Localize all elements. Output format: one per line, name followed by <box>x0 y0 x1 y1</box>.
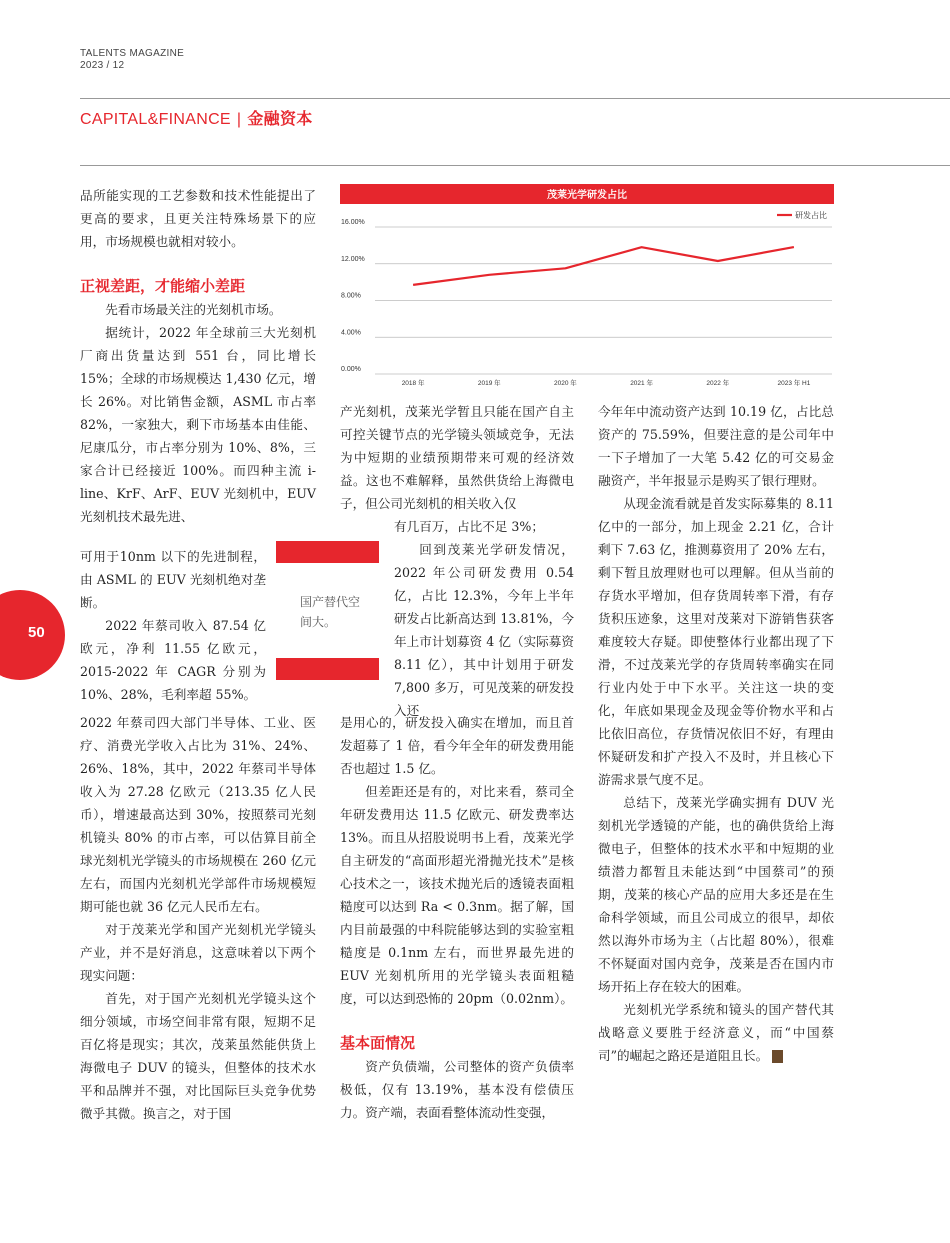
col3-paragraph-4 <box>598 998 834 1067</box>
col1-paragraph-3b: 可用于10nm 以下的先进制程，由 ASML 的 EUV 光刻机绝对垄断。 <box>80 549 266 610</box>
section-title-en: CAPITAL&FINANCE <box>80 111 231 128</box>
column-2 <box>340 400 574 515</box>
col3-paragraph-3: 总结下，茂莱光学确实拥有 DUV 光刻机光学透镜的产能，也的确供货给上海微电子，但整体的技术水平和中短期的业绩潜力都暂且未能达到“中国蔡司”的预期，茂莱的核心产品的应用大多还是在生命科学领域，而且公司成立的很早，却依然以海外市场为主（占比超 80%），很难不怀疑面对国内竞争，茂莱是否在国内市场开拓上存在较大的困难。 <box>598 795 834 994</box>
end-mark-icon: R <box>772 1050 783 1063</box>
y-tick-label: 16.00% <box>341 219 365 226</box>
series-line <box>413 247 794 285</box>
rd-ratio-chart <box>340 182 834 388</box>
chart-title: 茂莱光学研发占比 <box>547 190 627 201</box>
y-tick-label: 12.00% <box>341 255 365 263</box>
col1-paragraph-5: 对于茂莱光学和国产光刻机光学镜头产业，并不是好消息，这意味着以下两个现实问题： <box>80 922 316 983</box>
col3-paragraph-1: 今年年中流动资产达到 10.19 亿，占比总资产的 75.59%，但要注意的是公司年中一下子增加了一大笔 5.42 亿的可交易金融资产，半年报显示是购买了银行理财。 <box>598 404 834 488</box>
col2-paragraph-2b: 是用心的，研发投入确实在增加，而且首发超募了 1 倍，看今年全年的研发费用能否也超过 1.5 亿。 <box>340 715 574 776</box>
x-tick-label: 2019 年 <box>477 380 501 387</box>
col1-paragraph-1: 品所能实现的工艺参数和技术性能提出了更高的要求，且更关注特殊场景下的应用，市场规模也就相对较小。 <box>80 188 316 249</box>
magazine-header <box>80 48 184 72</box>
section-title-cn: 金融资本 <box>247 111 313 128</box>
col2-paragraph-1a: 产光刻机，茂莱光学暂且只能在国产自主可控关键节点的光学镜头领域竞争，无法为中短期的业绩预期带来可观的经济效益。这也不难解释，虽然供货给上海微电子，但公司光刻机的相关收入仅 <box>340 404 574 511</box>
col2-paragraph-1b: 有几百万，占比不足 3%； <box>394 519 544 534</box>
column-3 <box>598 400 834 1067</box>
x-tick-label: 2021 年 <box>630 380 653 387</box>
pull-quote-bar-bottom <box>276 658 379 680</box>
section-divider: | <box>236 111 242 128</box>
x-tick-label: 2018 年 <box>401 380 425 387</box>
magazine-name: TALENTS MAGAZINE <box>80 48 185 59</box>
column-1-wrap <box>80 545 266 706</box>
column-1 <box>80 184 316 528</box>
col3-paragraph-2: 从现金流看就是首发实际募集的 8.11 亿中的一部分，加上现金 2.21 亿，合计剩下 7.63 亿，推测募资用了 20% 左右，剩下暂且放理财也可以理解。但从当前的存货水平增加，但存货周转率下滑，有存货积压迹象，这里对茂莱对下游销售获客难度较大存疑。即使整体行业都出现了下滑，不过茂莱光学的存货周转率确实在同行业内处于中下水平。关注这一块的变化，年底如果现金及现金等价物水平和占比依旧高位，存货情况依旧不好，有理由怀疑研发和扩产投入不及时，并且核心下游需求景气度不足。 <box>598 496 834 787</box>
header-rule-top <box>80 98 950 99</box>
header-rule-bottom <box>80 165 950 166</box>
col1-paragraph-6: 首先，对于国产光刻机光学镜头这个细分领域，市场空间非常有限，短期不足百亿将是现实；其次，茂莱虽然能供货上海微电子 DUV 的镜头，但整体的技术水平和品牌并不强，对比国际巨头竞争优势微乎其微。换言之，对于国 <box>80 991 316 1121</box>
col2-heading: 基本面情况 <box>340 1035 416 1052</box>
col1-heading: 正视差距，才能缩小差距 <box>80 278 246 295</box>
section-title <box>80 106 313 129</box>
pull-quote: 国产替代空间大。 <box>300 595 361 629</box>
col1-paragraph-2: 先看市场最关注的光刻机市场。 <box>105 302 282 317</box>
column-2-bottom <box>340 711 574 1124</box>
col3-paragraph-4-text: 光刻机光学系统和镜头的国产替代其战略意义要胜于经济意义，而“中国蔡司”的崛起之路还是道阻且长。 <box>598 1002 834 1063</box>
col2-paragraph-2a: 回到茂莱光学研发情况，2022 年公司研发费用 0.54 亿，占比 12.3%，今年上半年研发占比新高达到 13.81%，今年上市计划募资 4 亿（实际募资 8.11 亿），其中计划用于研发 7,800 多万，可见茂莱的研发投入还 <box>394 542 574 718</box>
column-1-bottom <box>80 711 316 1125</box>
col2-paragraph-3: 但差距还是有的，对比来看，蔡司全年研发费用达 11.5 亿欧元、研发费率达 13%。而且从招股说明书上看，茂莱光学自主研发的“高面形超光滑抛光技术”是核心技术之一，该技术抛光后的透镜表面粗糙度可以达到 Ra < 0.3nm。据了解，国内目前最强的中科院能够达到的实验室粗糙度是 0.1nm 左右，而世界最先进的 EUV 光刻机所用的光学镜头表面粗糙度，可以达到恐怖的 20pm（0.02nm）。 <box>340 784 574 1006</box>
pull-quote-bar-top <box>276 541 379 563</box>
x-tick-label: 2022 年 <box>706 380 730 387</box>
y-tick-label: 0.00% <box>341 366 361 373</box>
col2-paragraph-4: 资产负债端，公司整体的资产负债率极低，仅有 13.19%，基本没有偿债压力。资产端，表面看整体流动性变强， <box>340 1059 574 1120</box>
y-tick-label: 8.00% <box>341 292 361 300</box>
legend-label: 研发占比 <box>795 211 827 220</box>
col1-paragraph-4b: 2022 年蔡司四大部门半导体、工业、医疗、消费光学收入占比为 31%、24%、26%、18%，其中，2022 年蔡司半导体收入为 27.28 亿欧元（213.35 亿人民币），增速最高达到 30%，按照蔡司光刻机镜头 80% 的市占率，可以估算目前全球光刻机光学镜头的市场规模在 260 亿元左右，而国内光刻机光学部件市场规模短期可能也就 36 亿元人民币左右。 <box>80 715 316 914</box>
x-tick-label: 2020 年 <box>554 380 577 387</box>
page-number: 50 <box>28 624 45 641</box>
y-tick-label: 4.00% <box>341 329 361 337</box>
col1-paragraph-3a: 据统计，2022 年全球前三大光刻机厂商出货量达到 551 台，同比增长 15%；全球的市场规模达 1,430 亿元，增长 26%。对比销售金额，ASML 市占率 82%，一家独大，剩下市场基本由佳能、尼康瓜分，市占率分别为 10%、8%，三家合计已经接近 100%。而四种主流 i-line、KrF、ArF、EUV 光刻机中，EUV 光刻机技术最先进、 <box>80 325 316 524</box>
issue-number: 2023 / 12 <box>80 60 125 71</box>
column-2-wrap <box>394 515 574 722</box>
x-tick-label: 2023 年 H1 <box>777 380 811 387</box>
col1-paragraph-4a: 2022 年蔡司收入 87.54 亿欧元，净利 11.55 亿欧元，2015-2022 年 CAGR 分别为 10%、28%，毛利率超 55%。 <box>80 618 266 702</box>
